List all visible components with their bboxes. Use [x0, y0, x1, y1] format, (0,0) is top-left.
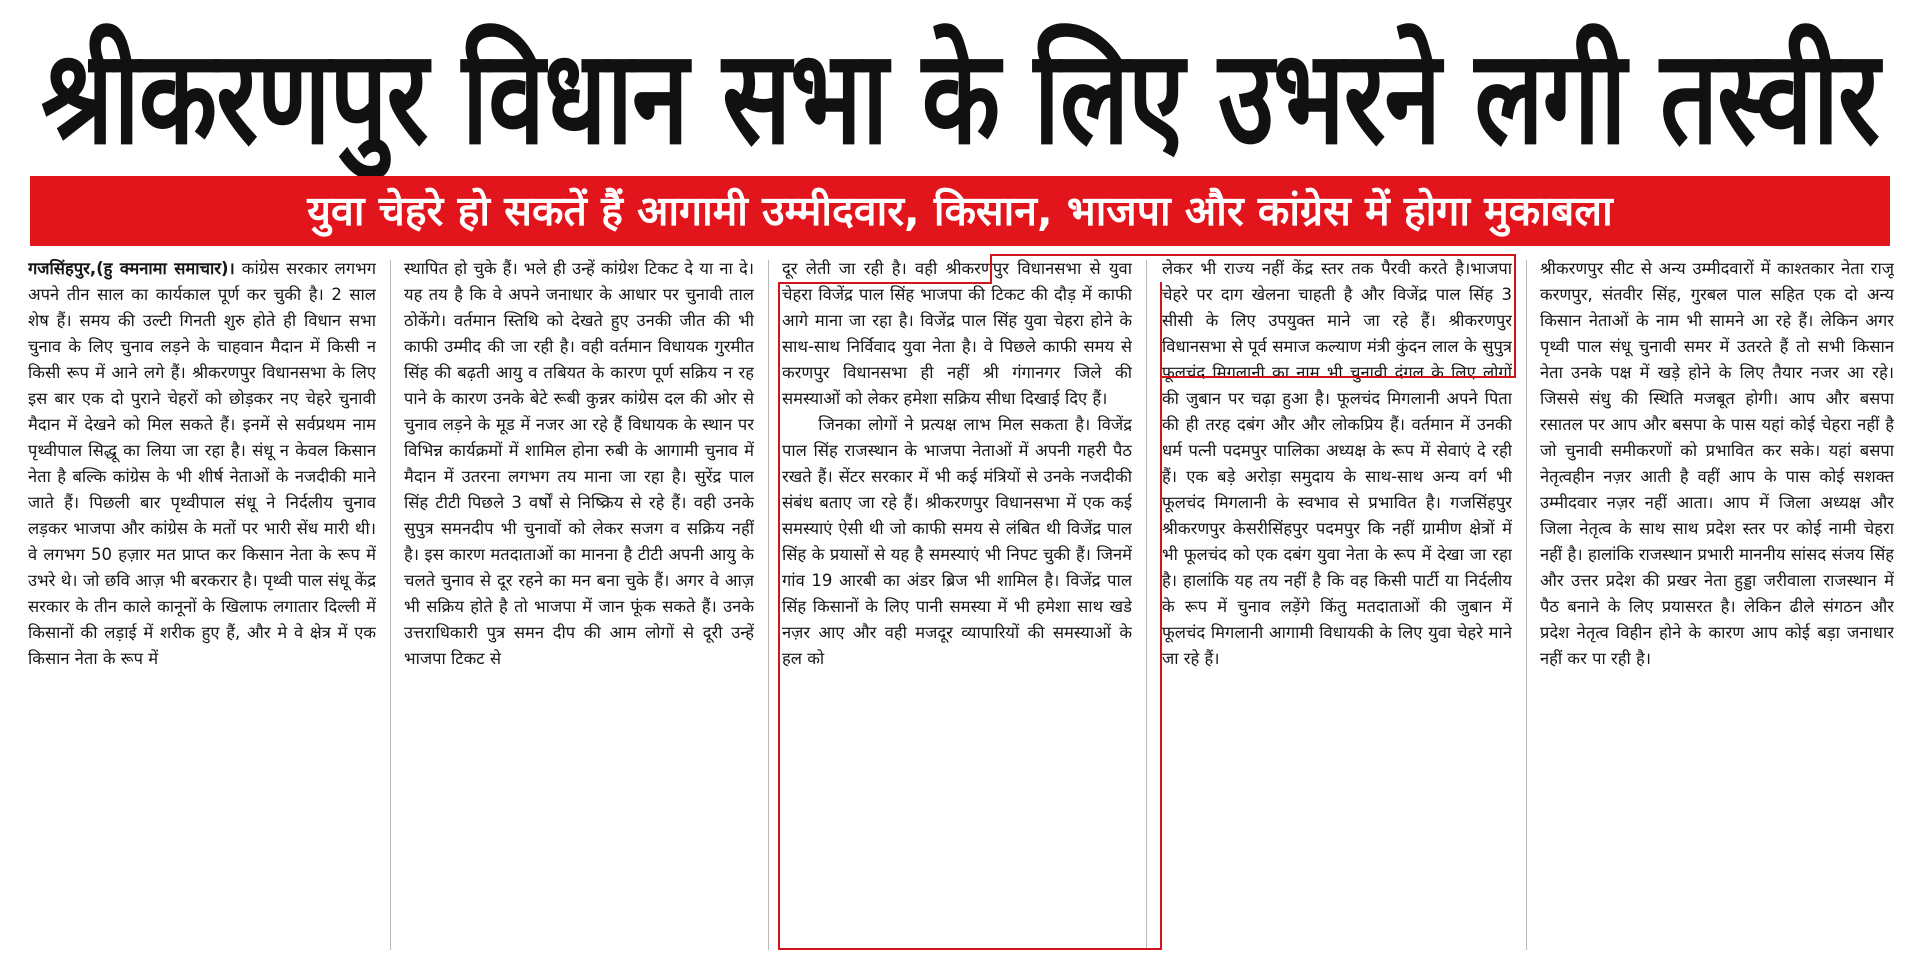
column-1-paragraph-1 — [28, 256, 376, 672]
dateline: गजसिंहपुर,(हु क्मनामा समाचार)। — [28, 259, 235, 278]
column-4-paragraph-1: लेकर भी राज्य नहीं केंद्र स्तर तक पैरवी करते है।भाजपा चेहरे पर दाग खेलना चाहती है और विजेंद्र पाल सिंह 3 सीसी के लिए उपयुक्त माने जा रहे हैं। श्रीकरणपुर विधानसभा से पूर्व समाज कल्याण मंत्री कुंदन लाल के सुपुत्र फूलचंद मिगलानी का नाम भी चुनावी दंगल के लिए लोगों की जुबान पर चढ़ा हुआ है। फूलचंद मिगलानी अपने पिता की ही तरह दबंग और और लोकप्रिय हैं। वर्तमान में उनकी धर्म पत्नी पदमपुर पालिका अध्यक्ष के रूप में सेवाएं दे रही हैं। एक बड़े अरोड़ा समुदाय के साथ-साथ अन्य वर्ग भी फूलचंद मिगलानी के स्वभाव से प्रभावित है। गजसिंहपुर श्रीकरणपुर केसरीसिंहपुर पदमपुर कि नहीं ग्रामीण क्षेत्रों में भी फूलचंद को एक दबंग युवा नेता के रूप में देखा जा रहा है। हालांकि यह तय नहीं है कि वह किसी पार्टी या निर्दलीय के रूप में चुनाव लड़ेंगे किंतु मतदाताओं की जुबान में फूलचंद मिगलानी आगामी विधायकी के लिए युवा चेहरे माने जा रहे हैं। — [1162, 259, 1512, 668]
subheadline-banner: युवा चेहरे हो सकतें हैं आगामी उम्मीदवार, किसान, भाजपा और कांग्रेस में होगा मुकाबला — [30, 176, 1890, 246]
column-divider — [768, 260, 769, 950]
column-divider — [1146, 260, 1147, 950]
column-2-paragraph-1: स्थापित हो चुके हैं। भले ही उन्हें कांग्रेश टिकट दे या ना दे। यह तय है कि वे अपने जनाधार के आधार पर चुनावी ताल ठोकेंगे। वर्तमान स्तिथि को देखते हुए उनकी जीत की भी काफी उम्मीद की जा रही है। वही वर्तमान विधायक गुरमीत सिंह की बढ़ती आयु व तबियत के कारण पूर्ण सक्रिय न रह पाने के कारण उनके बेटे रूबी कुन्नर कांग्रेस दल की ओर से चुनाव लड़ने के मूड में नजर आ रहे हैं विधायक के स्थान पर विभिन्न कार्यक्रमों में शामिल होना रुबी के आगामी चुनाव में मैदान में उतरना लगभग तय माना जा रहा है। सुरेंद्र पाल सिंह टीटी पिछले 3 वर्षों से निष्क्रिय से रहे हैं। वही उनके सुपुत्र समनदीप भी चुनावों को लेकर सजग व सक्रिय नहीं है। इस कारण मतदाताओं का मानना है टीटी अपनी आयु के चलते चुनाव से दूर रहने का मन बना चुके हैं। अगर वे आज़ भी सक्रिय होते है तो भाजपा में जान फूंक सकते हैं। उनके उत्तराधिकारी पुत्र समन दीप की आम लोगों से दूरी उन्हें भाजपा टिकट से — [404, 259, 754, 668]
column-3-paragraph-2: जिनका लोगों ने प्रत्यक्ष लाभ मिल सकता है। विजेंद्र पाल सिंह राजस्थान के भाजपा नेताओं में अपनी गहरी पैठ रखते हैं। सेंटर सरकार में भी कई मंत्रियों से उनके नजदीकी संबंध बताए जा रहे हैं। श्रीकरणपुर विधानसभा में एक कई समस्याएं ऐसी थी जो काफी समय से लंबित थी विजेंद्र पाल सिंह के प्रयासों से यह है समस्याएं भी निपट चुकी हैं। जिनमें गांव 19 आरबी का अंडर ब्रिज भी शामिल है। विजेंद्र पाल सिंह किसानों के लिए पानी समस्या में भी हमेशा साथ खडे नज़र आए और वही मजदूर व्यापारियों की समस्याओं के हल को — [782, 415, 1132, 668]
headline: श्रीकरणपुर विधान सभा के लिए उभरने लगी तस्वीर — [41, 22, 1879, 175]
article-column-4 — [1162, 256, 1512, 954]
article-column-2 — [404, 256, 754, 954]
column-1-text: कांग्रेस सरकार लगभग अपने तीन साल का कार्यकाल पूर्ण कर चुकी है। 2 साल शेष हैं। समय की उल्टी गिनती शुरु होते ही विधान सभा चुनाव के लिए चुनाव लड़ने के चाहवान मैदान में किसी न किसी रूप में आने लगे हैं। श्रीकरणपुर विधानसभा के लिए इस बार एक दो पुराने चेहरों को छोड़कर नए चेहरे चुनावी मैदान में देखने को मिल सकते हैं। इनमें से सर्वप्रथम नाम पृथ्वीपाल सिद्धू का लिया जा रहा है। संधू न केवल किसान नेता है बल्कि कांग्रेस के भी शीर्ष नेताओं के नजदीकी माने जाते हैं। पिछली बार पृथ्वीपाल संधू ने निर्दलीय चुनाव लड़कर भाजपा और कांग्रेस के मतों पर भारी सेंध मारी थी। वे लगभग 50 हज़ार मत प्राप्त कर किसान नेता के रूप में उभरे थे। जो छवि आज़ भी बरकरार है। पृथ्वी पाल संधू केंद्र सरकार के तीन काले कानूनों के खिलाफ लगातार दिल्ली में किसानों की लड़ाई में शरीक हुए हैं, और मे वे क्षेत्र में एक किसान नेता के रूप में — [28, 259, 376, 668]
column-5-paragraph-1: श्रीकरणपुर सीट से अन्य उम्मीदवारों में काश्तकार नेता राजू करणपुर, संतवीर सिंह, गुरबल पाल सहित एक दो अन्य किसान नेताओं के नाम भी सामने आ रहे हैं। लेकिन अगर पृथ्वी पाल संधू चुनावी समर में उतरते हैं तो सभी किसान नेता उनके पक्ष में खड़े होने के लिए तैयार नजर आ रहे। जिससे संधु की स्थिति मजबूत होगी। आप और बसपा रसातल पर आप और बसपा के पास यहां कोई चेहरा नहीं है जो चुनावी समीकरणों को प्रभावित कर सके। यहां बसपा नेतृत्वहीन नज़र आती है वहीं आप के पास कोई सशक्त उम्मीदवार नज़र नहीं आता। आप में जिला अध्यक्ष और जिला नेतृत्व के साथ साथ प्रदेश स्तर पर कोई नामी चेहरा नहीं है। हालांकि राजस्थान प्रभारी माननीय सांसद संजय सिंह और उत्तर प्रदेश की प्रखर नेता हुड्डा जरीवाला राजस्थान में पैठ बनाने के लिए प्रयासरत है। लेकिन ढीले संगठन और प्रदेश नेतृत्व विहीन होने के कारण आप कोई बड़ा जनाधार नहीं कर पा रही है। — [1540, 259, 1894, 668]
column-divider — [390, 260, 391, 950]
column-divider — [1526, 260, 1527, 950]
article-column-5 — [1540, 256, 1894, 954]
article-columns — [28, 256, 1896, 954]
column-3-paragraph-1: दूर लेती जा रही है। वही श्रीकरणपुर विधानसभा से युवा चेहरा विजेंद्र पाल सिंह भाजपा की टिकट की दौड़ में काफी आगे माना जा रहा है। विजेंद्र पाल सिंह युवा चेहरा होने के साथ-साथ निर्विवाद युवा नेता है। वे पिछले काफी समय से करणपुर विधानसभा ही नहीं श्री गंगानगर जिले की समस्याओं को लेकर हमेशा सक्रिय सीधा दिखाई दिए हैं। — [782, 259, 1132, 408]
article-column-1 — [28, 256, 376, 954]
article-column-3 — [782, 256, 1132, 954]
